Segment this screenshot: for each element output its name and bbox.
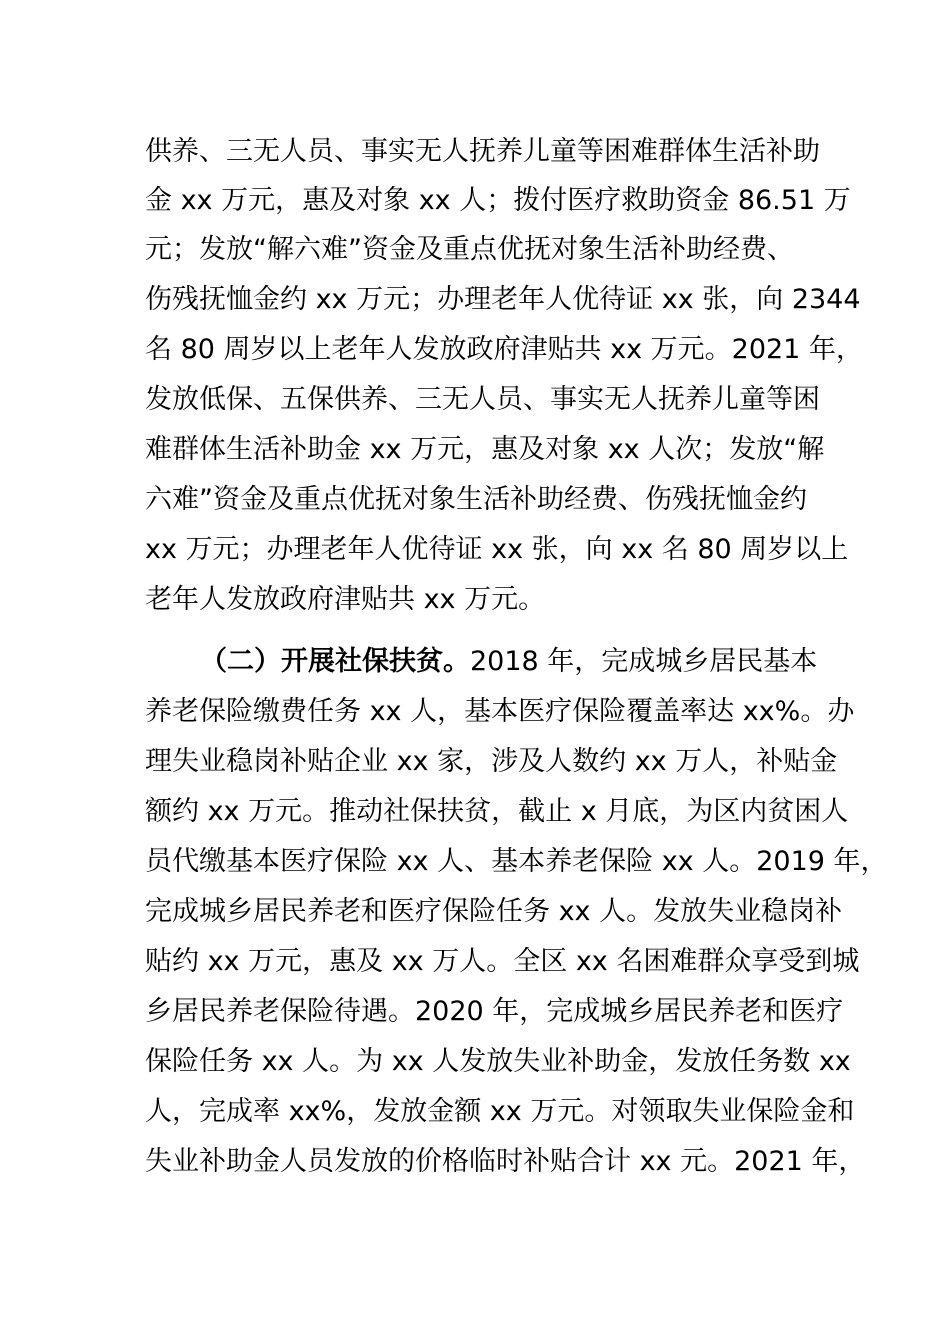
text-line: 元；发放“解六难”资金及重点优抚对象生活补助经费、 <box>145 234 794 265</box>
paragraph-first-line <box>200 646 840 678</box>
text-line: 人，完成率 xx%，发放金额 xx 万元。对领取失业保险金和 <box>145 1096 855 1127</box>
text-line: 员代缴基本医疗保险 xx 人、基本养老保险 xx 人。2019 年， <box>145 846 888 877</box>
text-line: xx 万元；办理老年人优待证 xx 张，向 xx 名 80 周岁以上 <box>145 534 849 565</box>
text-line: 保险任务 xx 人。为 xx 人发放失业补助金，发放任务数 xx <box>145 1046 851 1077</box>
text-line: 伤残抚恤金约 xx 万元；办理老年人优待证 xx 张，向 2344 <box>145 284 861 315</box>
text-span: 2018 年，完成城乡居民基本 <box>470 646 818 677</box>
text-line: 供养、三无人员、事实无人抚养儿童等困难群体生活补助 <box>145 136 820 167</box>
text-line: 名 80 周岁以上老年人发放政府津贴共 xx 万元。2021 年， <box>145 334 863 365</box>
section-heading: （二）开展社保扶贫。 <box>200 646 470 677</box>
text-line: 乡居民养老保险待遇。2020 年，完成城乡居民养老和医疗 <box>145 996 844 1027</box>
text-line: 贴约 xx 万元，惠及 xx 万人。全区 xx 名困难群众享受到城 <box>145 946 860 977</box>
text-line: 金 xx 万元，惠及对象 xx 人；拨付医疗救助资金 86.51 万 <box>145 185 851 216</box>
text-line: 老年人发放政府津贴共 xx 万元。 <box>145 584 546 615</box>
text-line: 失业补助金人员发放的价格临时补贴合计 xx 元。2021 年， <box>145 1146 866 1177</box>
text-line: 发放低保、五保供养、三无人员、事实无人抚养儿童等困 <box>145 384 820 415</box>
text-line: 理失业稳岗补贴企业 xx 家，涉及人数约 xx 万人，补贴金 <box>145 746 838 777</box>
text-line: 难群体生活补助金 xx 万元，惠及对象 xx 人次；发放“解 <box>145 434 825 465</box>
text-line: 完成城乡居民养老和医疗保险任务 xx 人。发放失业稳岗补 <box>145 896 843 927</box>
text-line: 六难”资金及重点优抚对象生活补助经费、伤残抚恤金约 <box>145 484 807 515</box>
text-line: 额约 xx 万元。推动社保扶贫，截止 x 月底，为区内贫困人 <box>145 796 849 827</box>
text-line: 养老保险缴费任务 xx 人，基本医疗保险覆盖率达 xx%。办 <box>145 696 855 727</box>
